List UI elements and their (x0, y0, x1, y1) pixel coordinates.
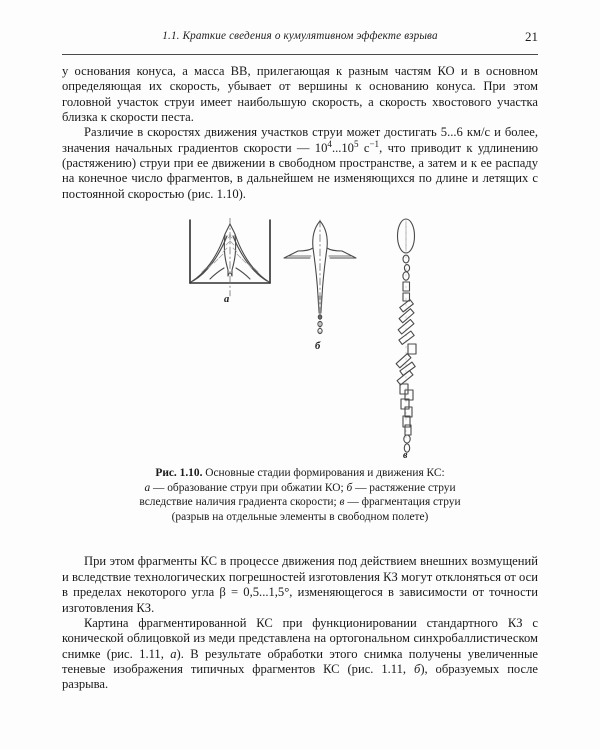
figure-1-10 (62, 218, 538, 458)
caption-text-c: вследствие наличия градиента скорости; (139, 496, 340, 509)
paragraph-4-text-a: Картина фрагментированной КС при функционировании стандартного КЗ с конической облицовкой из меди представлена на ортогональном синхробаллистическом снимке (рис. 1.11, (62, 615, 538, 661)
header-rule (62, 54, 538, 55)
figure-label-v: в (403, 450, 408, 459)
figure-caption-title: Основные стадии формирования и движения КС: (202, 467, 445, 480)
paragraph-4-text-b: ). В результате обработки этого снимка получены увеличенные теневые изображения типичных фрагментов КС (рис. 1.11, (62, 646, 538, 676)
figure-caption (62, 467, 538, 524)
paragraph-4 (62, 616, 538, 693)
figure-label-a: а (224, 294, 230, 306)
paragraph-2 (62, 125, 538, 202)
paragraph-2-sup-2: 5 (353, 138, 359, 149)
spacer (62, 524, 538, 554)
paragraph-2-sup-1: 4 (327, 138, 332, 149)
figure-part-v (396, 219, 416, 458)
caption-label-a: а (144, 481, 151, 494)
paragraph-2-sup-3: −1 (369, 138, 380, 149)
paragraph-2-text-c: с (358, 140, 370, 155)
paragraph-2-text-a: Различие в скоростях движения участков струи может достигать 5...6 км/с и более, значения начальных градиентов скорости — 10 (62, 125, 538, 155)
page-content (62, 0, 538, 693)
caption-text-a: — образование струи при обжатии КО; (150, 481, 347, 494)
figure-caption-line-2 (62, 482, 538, 496)
paragraph-1: у основания конуса, а масса ВВ, прилегающая к разным частям КО и в основном определяющая их скорость, убывает от вершины к основанию конуса. При этом головной участок струи имеет наибольшую скорость, а скорость хвостового участка близка к скорости песта. (62, 64, 538, 125)
figure-caption-line-3 (62, 496, 538, 510)
paragraph-2-text-b: ...10 (331, 140, 354, 155)
caption-text-b: — растяжение струи (352, 481, 456, 494)
figure-part-b (284, 220, 356, 352)
figure-label-b: б (315, 341, 321, 353)
caption-label-v: в (339, 496, 345, 509)
caption-text-d: — фрагментация струи (344, 496, 461, 509)
figure-number: Рис. 1.10. (155, 467, 203, 480)
paragraph-4-label-b: б (413, 661, 421, 676)
figure-drawing (62, 218, 538, 458)
paragraph-3: При этом фрагменты КС в процессе движения под действием внешних возмущений и вследствие технологических погрешностей изготовления КЗ могут отклоняться от оси в пределах некоторого угла β = 0,5...1,5°, изменяющегося в зависимости от точности изготовления КЗ. (62, 554, 538, 615)
caption-label-b: б (346, 481, 353, 494)
figure-caption-line-1 (62, 467, 538, 481)
figure-caption-line-4: (разрыв на отдельные элементы в свободном полете) (171, 510, 429, 523)
figure-part-a (190, 218, 270, 305)
running-head-title: 1.1. Краткие сведения о кумулятивном эффекте взрыва (162, 30, 438, 42)
page-number: 21 (525, 29, 538, 44)
paragraph-4-text-c: ), образуемых после разрыва. (62, 661, 539, 692)
paragraph-2-text-d: , что приводит к удлинению (растяжению) струи при ее движении в свободном пространстве, а затем и к ее распаду на конечное число фрагментов, в дальнейшем не изменяющихся по длине и летящих с постоянной скоростью (рис. 1.10). (62, 140, 538, 201)
paragraph-4-label-a: а (170, 646, 177, 661)
running-head (62, 30, 538, 52)
